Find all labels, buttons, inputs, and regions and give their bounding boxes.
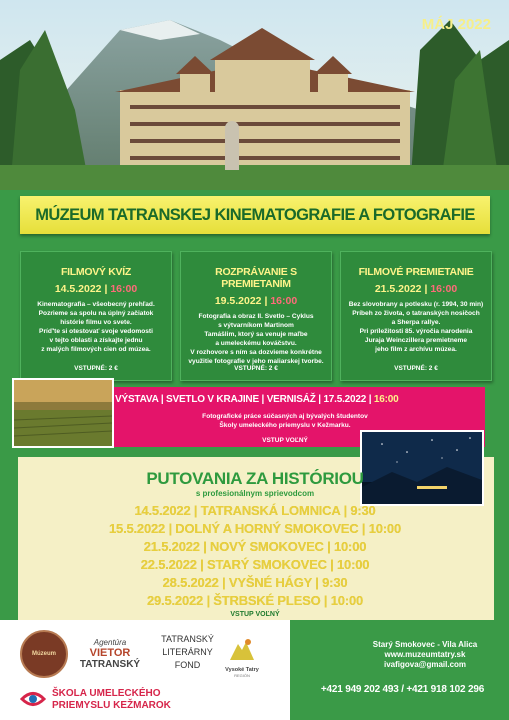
- region-logo: Vysoké Tatry REGIÓN: [222, 636, 262, 678]
- contact-info: [345, 640, 505, 670]
- event-description: Bez slovobrany a potlesku (r. 1994, 30 min) Príbeh zo života, o tatranských nosičoch a Sherpa rallye. Pri príležitosti 85. výročia narodenia Juraja Weinczillera premietneme jeho film z archívu múzea.: [348, 301, 484, 353]
- tour-row: 21.5.2022 | NOVÝ SMOKOVEC | 10:00: [143, 539, 367, 554]
- exhibition-heading: VÝSTAVA | SVETLO V KRAJINE | VERNISÁŽ | 17.5.2022 | 16:00: [115, 394, 399, 405]
- landscape-photo: [12, 378, 114, 448]
- school-eye-icon: [20, 686, 46, 712]
- title-banner: [20, 196, 490, 234]
- event-entry-fee: VSTUPNÉ: 2 €: [74, 365, 118, 372]
- event-title: FILMOVÝ KVÍZ: [61, 266, 131, 278]
- event-entry-fee: VSTUPNÉ: 2 €: [234, 365, 278, 372]
- website-link[interactable]: www.muzeumtatry.sk: [384, 650, 466, 659]
- school-logo-text: ŠKOLA UMELECKÉHO PRIEMYSLU KEŽMAROK: [52, 688, 171, 711]
- exhibition-time: 16:00: [373, 394, 399, 405]
- literary-fund-logo: TATRANSKÝ LITERÁRNY FOND: [161, 634, 214, 670]
- event-title: ROZPRÁVANIE S PREMIETANÍM: [215, 266, 297, 290]
- exhibition-label: VÝSTAVA: [115, 394, 159, 405]
- email-link[interactable]: ivafigova@gmail.com: [383, 660, 467, 669]
- exhibition-title: SVETLO V KRAJINE: [166, 394, 259, 405]
- event-datetime: 21.5.2022 | 16:00: [374, 283, 458, 295]
- address: Starý Smokovec - Vila Alica: [372, 640, 478, 649]
- museum-logo: [20, 630, 68, 678]
- event-entry-fee: VSTUPNÉ: 2 €: [394, 365, 438, 372]
- museum-logo-text: Múzeum: [32, 651, 56, 657]
- exhibition-date: 17.5.2022: [323, 394, 367, 405]
- event-title: FILMOVÉ PREMIETANIE: [358, 266, 474, 278]
- tour-row: 28.5.2022 | VYŠNÉ HÁGY | 9:30: [162, 575, 348, 590]
- month-label: MÁJ 2022: [421, 16, 491, 33]
- exhibition-description: Fotografické práce súčasných aj bývalých študentov Školy umeleckého priemyslu v Kežmarku.: [202, 413, 368, 429]
- page-title: MÚZEUM TATRANSKEJ KINEMATOGRAFIE A FOTOGRAFIE: [35, 205, 475, 224]
- footer-contact-panel: [290, 620, 509, 720]
- tours-entry: VSTUP VOĽNÝ: [230, 611, 280, 618]
- event-description: Kinematografia – všeobecný prehľad. Pozrieme sa spolu na úplný začiatok histórie filmu vo svete. Príď'te si otestovať svoje vedomosti v tejto oblasti a získajte jednu z malých filmových cien od múzea.: [37, 301, 155, 353]
- event-datetime: 19.5.2022 | 16:00: [214, 295, 298, 307]
- tour-row: 15.5.2022 | DOLNÝ A HORNÝ SMOKOVEC | 10:00: [109, 521, 401, 536]
- tours-subtitle: s profesionálnym sprievodcom: [195, 489, 315, 498]
- event-card-film-quiz: [20, 251, 172, 381]
- region-mountain-icon: [228, 636, 256, 662]
- event-datetime: 14.5.2022 | 16:00: [54, 283, 138, 295]
- event-card-film-screening: [340, 251, 492, 381]
- exhibition-entry: VSTUP VOĽNÝ: [262, 437, 308, 444]
- agency-logo: Agentúra VIETOR TATRANSKÝ: [79, 638, 141, 670]
- tour-row: 14.5.2022 | TATRANSKÁ LOMNICA | 9:30: [134, 503, 376, 518]
- tours-title: PUTOVANIA ZA HISTÓRIOU: [146, 469, 364, 488]
- vernissage-label: VERNISÁŽ: [266, 394, 316, 405]
- tour-row: 29.5.2022 | ŠTRBSKÉ PLESO | 10:00: [147, 593, 363, 608]
- phone-numbers: +421 949 202 493 / +421 918 102 296: [320, 684, 485, 695]
- tour-row: 22.5.2022 | STARÝ SMOKOVEC | 10:00: [140, 557, 370, 572]
- event-card-talk: [180, 251, 332, 381]
- event-description: Fotografia a obraz II. Svetlo – Cyklus s výtvarníkom Martinom Tamášlim, ktorý sa venuje maľbe a umeleckému kováčstvu. V rozhovore s ním sa dozvieme konkrétne využitie fotografie v jeho maliarskej tvorbe.: [188, 313, 324, 365]
